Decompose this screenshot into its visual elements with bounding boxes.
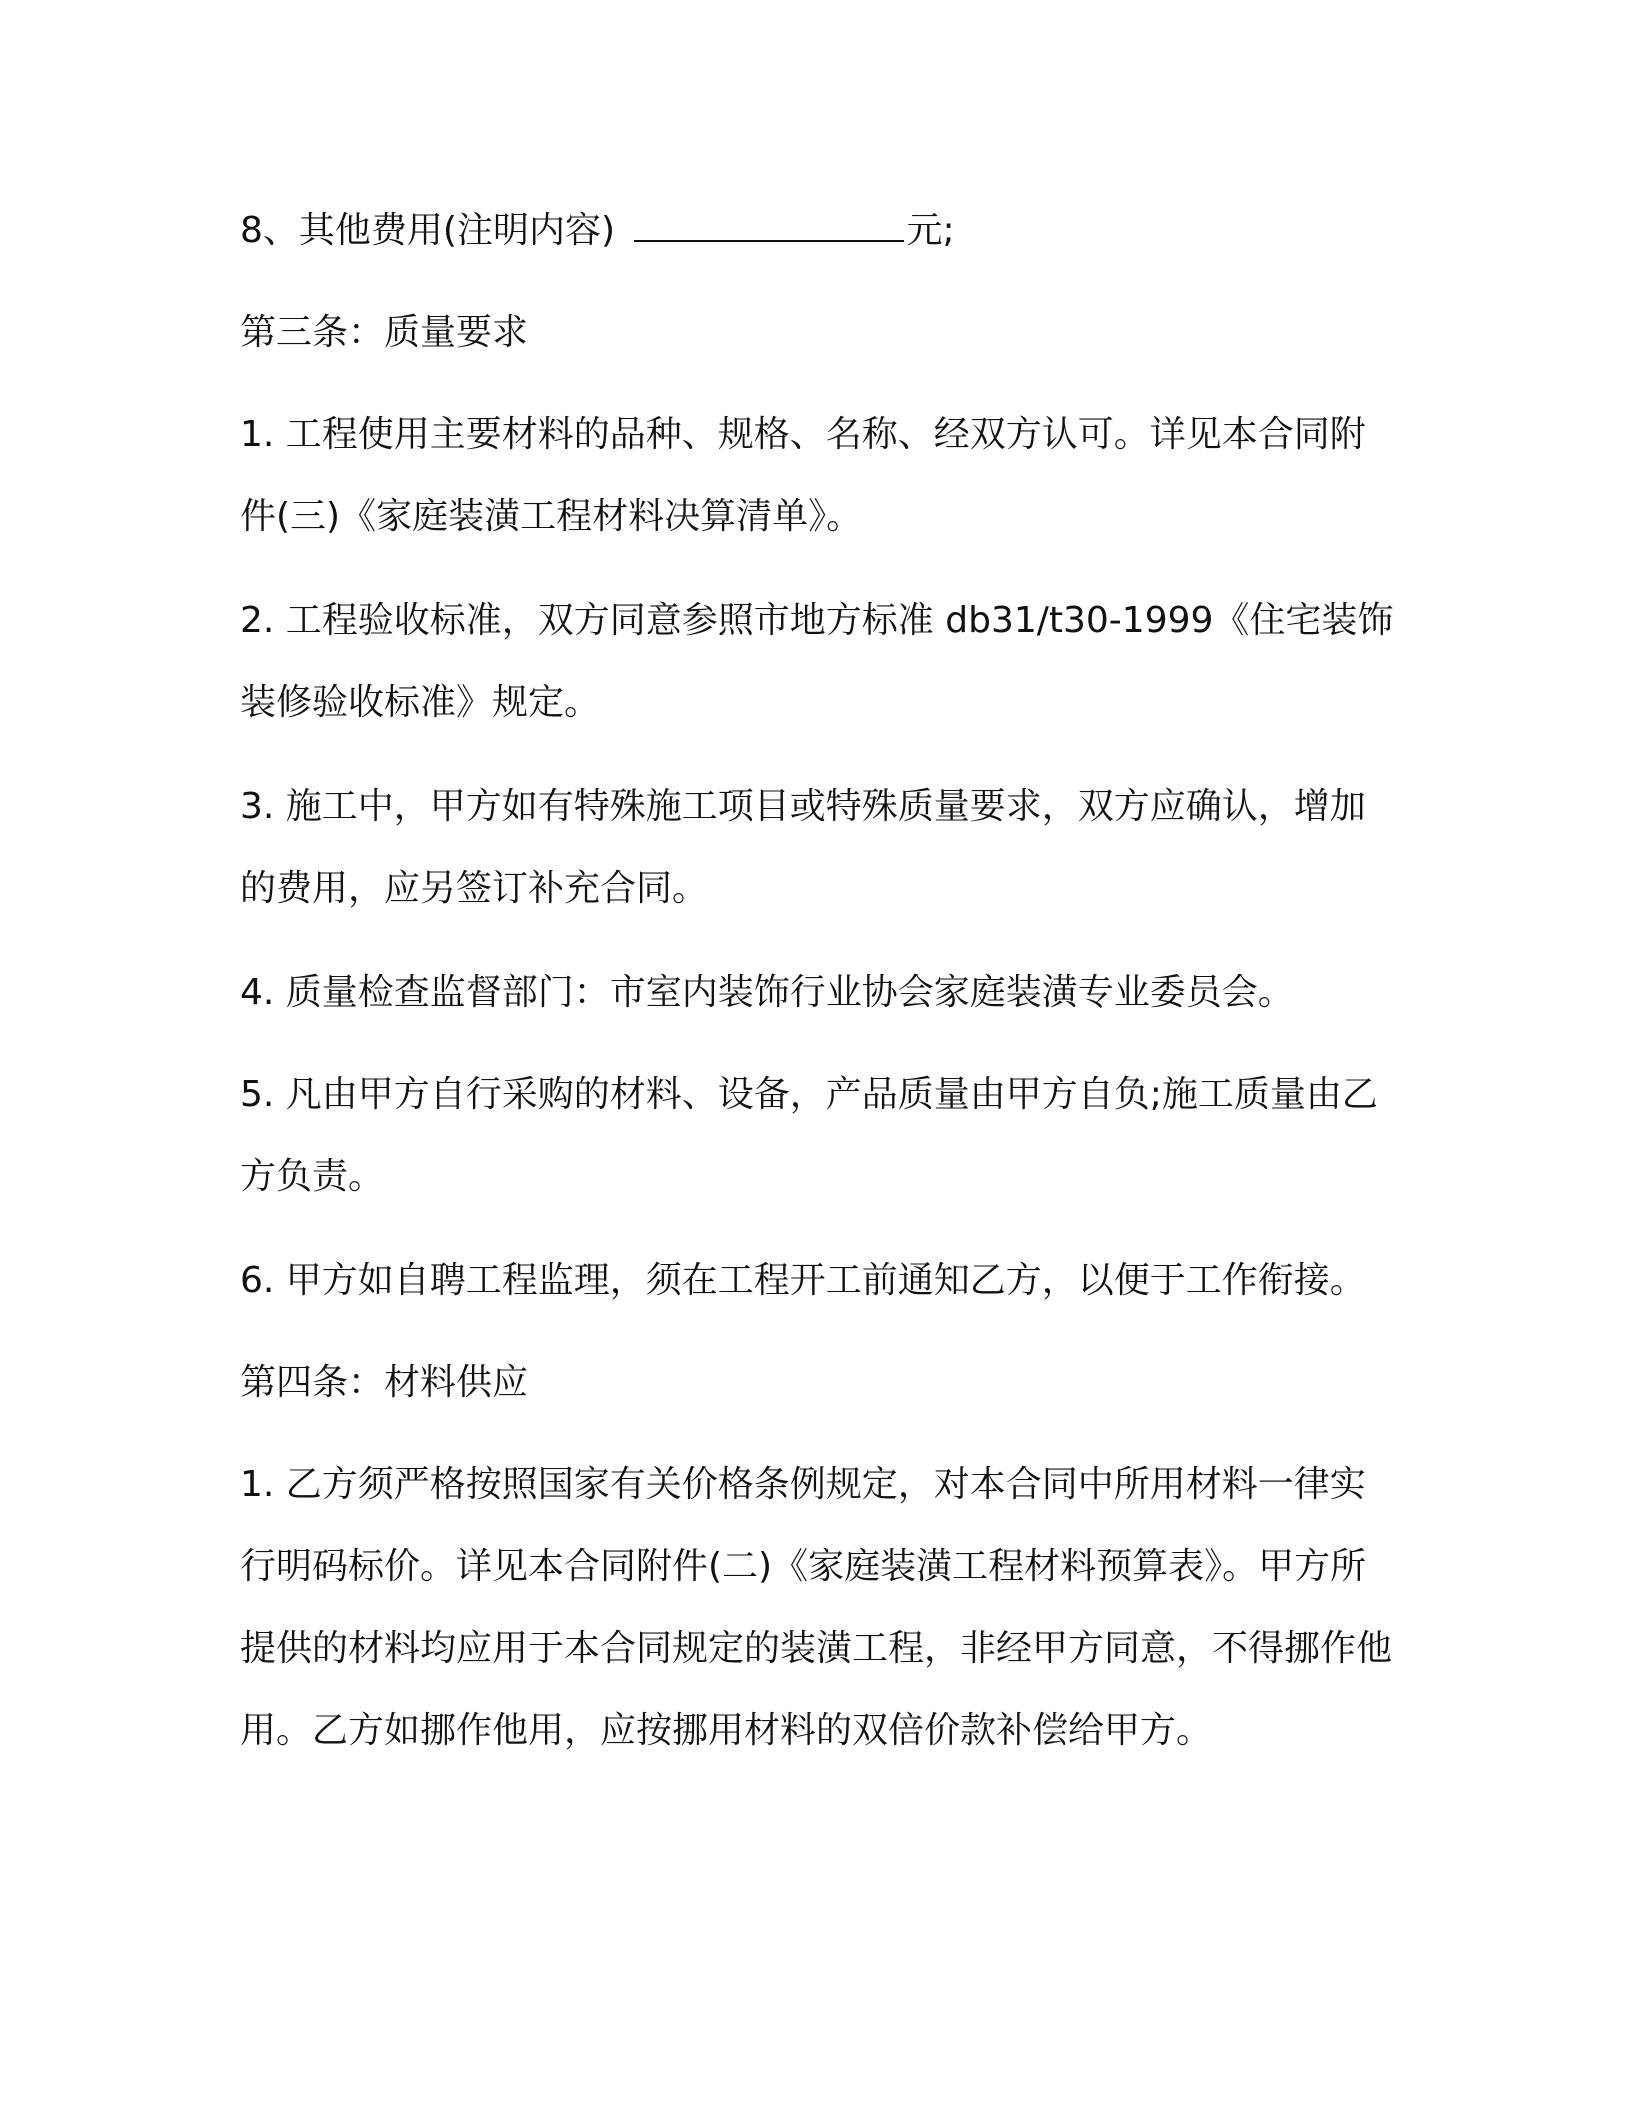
quality-clause-2: 2. 工程验收标准，双方同意参照市地方标准 db31/t30-1999《住宅装饰装修验收标准》规定。: [240, 600, 1394, 723]
quality-clause-1: 1. 工程使用主要材料的品种、规格、名称、经双方认可。详见本合同附件(三)《家庭装潢工程材料决算清单》。: [240, 414, 1366, 537]
fill-in-blank: [634, 210, 904, 242]
article-3-heading: 第三条：质量要求: [240, 312, 529, 353]
quality-clause-5: 5. 凡由甲方自行采购的材料、设备，产品质量由甲方自负;施工质量由乙方负责。: [240, 1074, 1378, 1197]
material-clause-1: 1. 乙方须严格按照国家有关价格条例规定，对本合同中所用材料一律实行明码标价。详见本合同附件(二)《家庭装潢工程材料预算表》。甲方所提供的材料均应用于本合同规定的装潢工程，非经甲方同意，不得挪作他用。乙方如挪作他用，应按挪用材料的双倍价款补偿给甲方。: [240, 1464, 1393, 1751]
quality-clause-3: 3. 施工中，甲方如有特殊施工项目或特殊质量要求，双方应确认，增加的费用，应另签订补充合同。: [240, 786, 1366, 909]
fee-item-8-unit: 元;: [906, 210, 955, 251]
document-body: [240, 190, 1400, 1794]
quality-clause-4: 4. 质量检查监督部门：市室内装饰行业协会家庭装潢专业委员会。: [240, 972, 1294, 1013]
quality-clause-6: 6. 甲方如自聘工程监理，须在工程开工前通知乙方，以便于工作衔接。: [240, 1260, 1366, 1301]
fee-item-8-label: 8、其他费用(注明内容): [240, 210, 627, 251]
fee-item-8: [240, 190, 1400, 272]
article-4-heading: 第四条：材料供应: [240, 1362, 529, 1403]
